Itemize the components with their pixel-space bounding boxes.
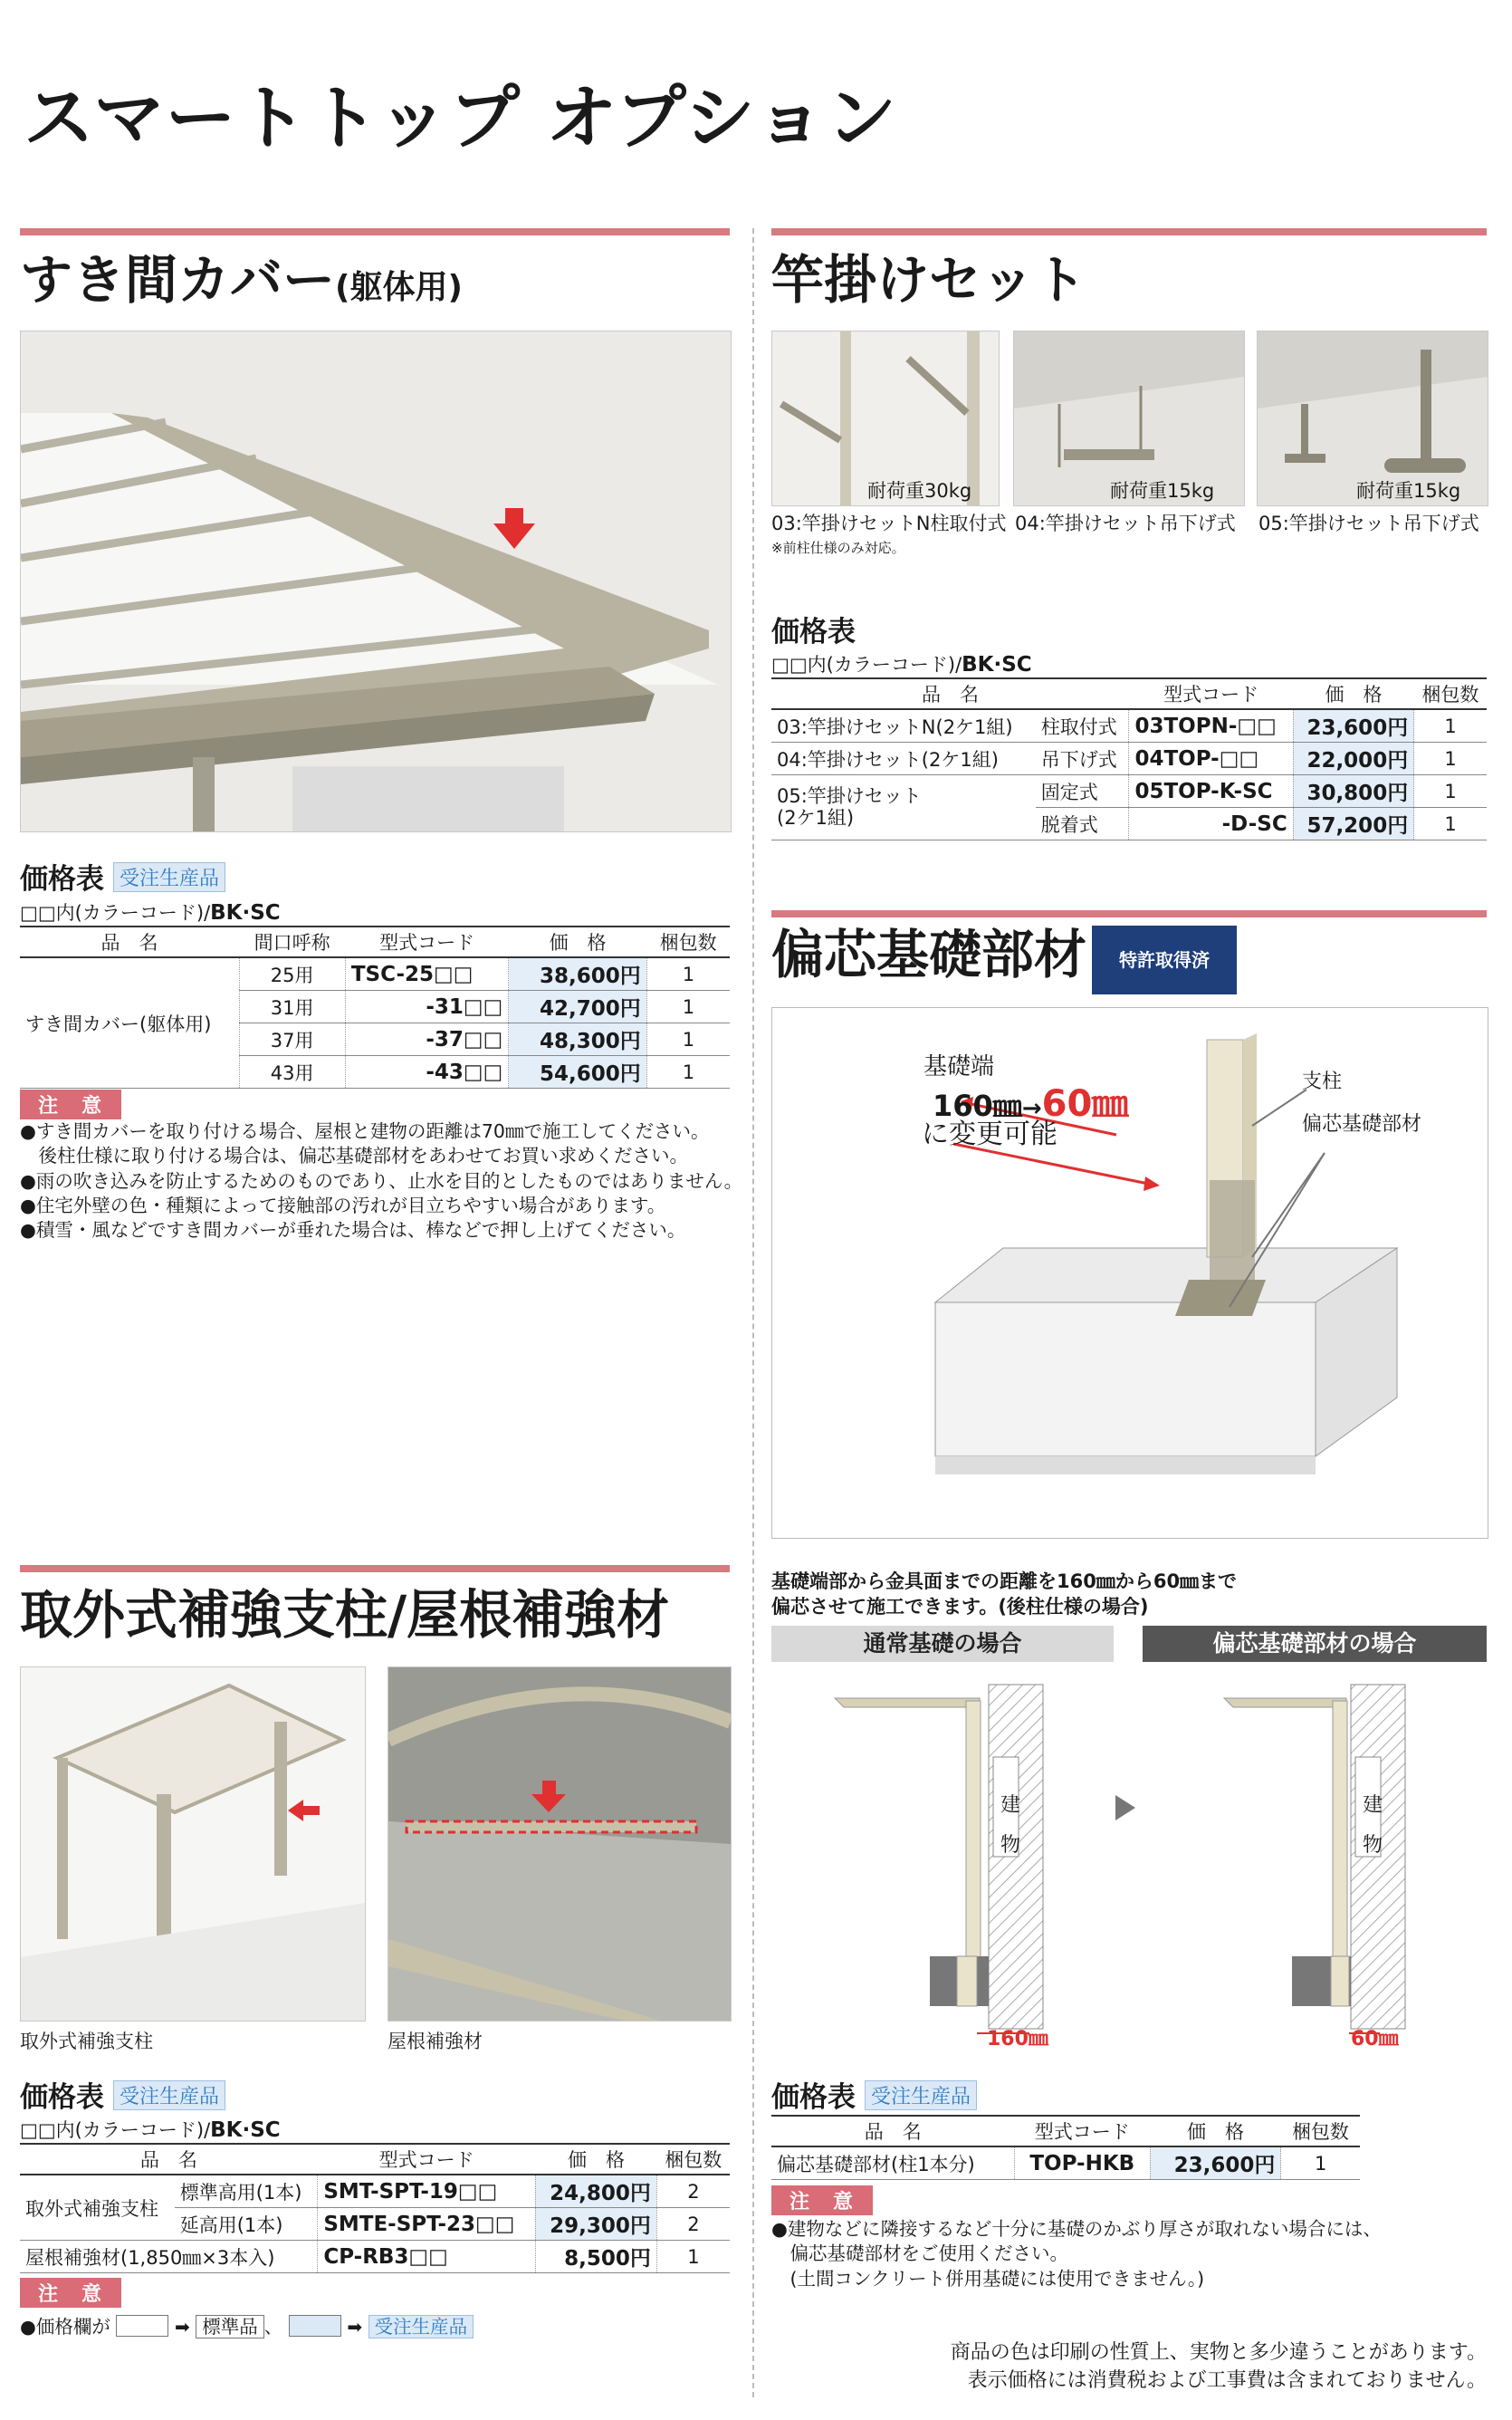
table-row: 03:竿掛けセットN(2ケ1組) 柱取付式 03TOPN-□□ 23,600円 1 — [771, 709, 1487, 743]
building-label: 建 物 — [1000, 1794, 1021, 1857]
reinforce-roof-photo — [388, 1666, 732, 2021]
compare-normal-diagram — [771, 1666, 1114, 2056]
compare-arrow-icon — [1115, 1795, 1135, 1820]
pole-hanger-title: 竿掛けセット — [771, 249, 1087, 311]
photo-caption: 05:竿掛けセット吊下げ式 — [1258, 513, 1479, 534]
col-qty: 梱包数 — [646, 927, 730, 957]
table-row: 屋根補強材(1,850㎜×3本入) CP-RB3□□ 8,500円 1 — [20, 2241, 730, 2273]
col-name: 品 名 — [20, 927, 239, 957]
caution-tag: 注 意 — [20, 1090, 121, 1119]
col-code: 型式コード — [1129, 678, 1293, 709]
dim-offset: 60㎜ — [1351, 2028, 1399, 2050]
caution-tag: 注 意 — [771, 2185, 873, 2215]
offset-base-price-table — [771, 2115, 1360, 2180]
table-row: 37用 -37□□ 48,300円 1 — [20, 1023, 730, 1056]
col-code: 型式コード — [318, 2144, 536, 2175]
reinforce-price-table — [20, 2143, 730, 2273]
reinforce-title: 取外式補強支柱/屋根補強材 — [20, 1584, 670, 1646]
col-qty: 梱包数 — [1414, 678, 1487, 709]
section-bar — [20, 228, 730, 235]
photo-caption: 03:竿掛けセットN柱取付式 — [771, 513, 1007, 534]
photo-note: ※前柱仕様のみ対応。 — [771, 540, 905, 556]
table-row: 43用 -43□□ 54,600円 1 — [20, 1056, 730, 1089]
offset-base-title: 偏芯基礎部材 — [771, 924, 1087, 985]
col-price: 価 格 — [535, 2144, 656, 2175]
label-post: 支柱 — [1302, 1071, 1343, 1093]
caution-tag: 注 意 — [20, 2278, 121, 2308]
caption-roof: 屋根補強材 — [388, 2031, 483, 2052]
offset-base-price-heading: 価格表 受注生産品 — [771, 2074, 977, 2115]
caption-post: 取外式補強支柱 — [20, 2031, 153, 2052]
standard-label: 標準品 — [196, 2315, 264, 2338]
color-code-line: □□内(カラーコード)/BK·SC — [20, 901, 281, 925]
gap-cover-notes: ●すき間カバーを取り付ける場合、屋根と建物の距離は70㎜で施工してください。 後柱仕様に取り付ける場合は、偏芯基礎部材をあわせてお買い求めください。 ●雨の吹き込みを防止するためのものであり、止水を目的としたものではありません。 ●住宅外壁の色・種類によって接触部の汚れが目立ちやすい場合があります。 ●積雪・風などですき間カバーが垂れた場合は、棒などで押し上げてください。 — [20, 1120, 743, 1241]
pole-hanger-price-table — [771, 677, 1487, 840]
offset-base-diagram — [771, 1007, 1488, 1539]
gap-cover-photo — [20, 331, 732, 832]
column-divider — [752, 228, 754, 2397]
table-row: 取外式補強支柱 標準高用(1本) SMT-SPT-19□□ 24,800円 2 — [20, 2175, 730, 2208]
col-price: 価 格 — [1150, 2116, 1281, 2146]
compare-offset-heading: 偏芯基礎部材の場合 — [1143, 1626, 1487, 1662]
table-row: 31用 -31□□ 42,700円 1 — [20, 991, 730, 1023]
diagram-text-base-edge: 基礎端 — [923, 1053, 995, 1080]
section-bar — [771, 228, 1487, 235]
load-label: 耐荷重15kg — [1110, 480, 1215, 502]
col-code: 型式コード — [345, 927, 509, 957]
diagram-text-changeable: に変更可能 — [922, 1119, 1057, 1150]
page-title: スマートトップ オプション — [24, 78, 898, 159]
col-price: 価 格 — [1293, 678, 1414, 709]
made-to-order-badge: 受注生産品 — [113, 862, 225, 892]
photo-caption: 04:竿掛けセット吊下げ式 — [1015, 513, 1236, 534]
gap-cover-title: すき間カバー(躯体用) — [20, 249, 463, 311]
reinforce-price-heading: 価格表 受注生産品 — [20, 2074, 225, 2115]
patent-badge: 特許取得済 — [1092, 926, 1237, 994]
gap-cover-price-table — [20, 926, 730, 1089]
col-name: 品 名 — [20, 2144, 318, 2175]
price-legend: ●価格欄が ➡ 標準品 、 ➡ 受注生産品 — [20, 2315, 474, 2339]
table-row: 04:竿掛けセット(2ケ1組) 吊下げ式 04TOP-□□ 22,000円 1 — [771, 743, 1487, 775]
pole-hanger-price-heading: 価格表 — [771, 616, 856, 648]
section-bar — [20, 1565, 730, 1572]
table-row: 偏芯基礎部材(柱1本分) TOP-HKB 23,600円 1 — [771, 2146, 1360, 2180]
table-row: 05:竿掛けセット (2ケ1組) 固定式 05TOP-K-SC 30,800円 1 — [771, 775, 1487, 808]
made-to-order-badge: 受注生産品 — [113, 2080, 225, 2110]
load-label: 耐荷重15kg — [1356, 480, 1461, 502]
load-label: 耐荷重30kg — [867, 480, 972, 502]
building-label: 建 物 — [1363, 1794, 1383, 1857]
offset-base-notes: ●建物などに隣接するなど十分に基礎のかぶり厚さが取れない場合には、 偏芯基礎部材をご使用ください。 (土間コンクリート併用基礎には使用できません。) — [771, 2218, 1382, 2290]
col-size: 間口呼称 — [239, 927, 345, 957]
color-code-line: □□内(カラーコード)/BK·SC — [20, 2118, 281, 2142]
footer-notes: 商品の色は印刷の性質上、実物と多少違うことがあります。 表示価格には消費税および工事費は含まれておりません。 — [950, 2341, 1487, 2392]
offset-base-description: 基礎端部から金具面までの距離を160㎜から60㎜まで 偏芯させて施工できます。(後柱仕様の場合) — [771, 1570, 1238, 1618]
col-name: 品 名 — [771, 678, 1129, 709]
order-swatch — [289, 2315, 341, 2337]
compare-normal-heading: 通常基礎の場合 — [771, 1626, 1114, 1662]
product-name: すき間カバー(躯体用) — [20, 957, 239, 1089]
label-offset-part: 偏芯基礎部材 — [1302, 1113, 1422, 1136]
section-bar — [771, 910, 1487, 917]
order-label: 受注生産品 — [368, 2315, 474, 2338]
col-name: 品 名 — [771, 2116, 1014, 2146]
gap-cover-price-heading: 価格表 受注生産品 — [20, 856, 225, 897]
col-code: 型式コード — [1014, 2116, 1150, 2146]
diagram-change: 160㎜→60㎜ — [933, 1083, 1129, 1125]
table-row: 延高用(1本) SMTE-SPT-23□□ 29,300円 2 — [20, 2208, 730, 2241]
col-qty: 梱包数 — [656, 2144, 730, 2175]
col-qty: 梱包数 — [1281, 2116, 1360, 2146]
made-to-order-badge: 受注生産品 — [865, 2080, 977, 2110]
table-row: 脱着式 -D-SC 57,200円 1 — [771, 808, 1487, 840]
col-price: 価 格 — [509, 927, 646, 957]
reinforce-post-photo — [20, 1666, 366, 2021]
standard-swatch — [116, 2315, 168, 2337]
dim-normal: 160㎜ — [987, 2028, 1048, 2050]
table-row: すき間カバー(躯体用) 25用 TSC-25□□ 38,600円 1 — [20, 957, 730, 991]
color-code-line: □□内(カラーコード)/BK·SC — [771, 653, 1032, 677]
compare-offset-diagram — [1143, 1666, 1487, 2056]
